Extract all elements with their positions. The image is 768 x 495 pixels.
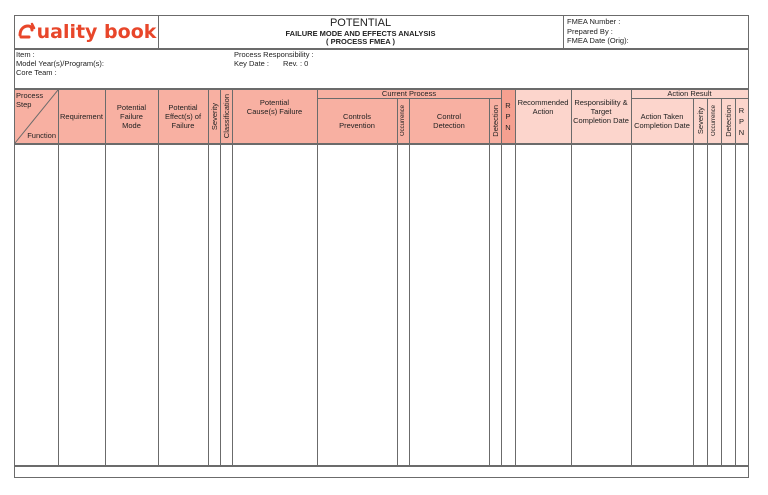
title-line-1: POTENTIAL	[329, 17, 392, 29]
title-line-2: FAILURE MODE AND EFFECTS ANALYSIS	[285, 29, 436, 38]
header-ar-occurrence: Occurrence	[710, 105, 717, 137]
prepared-by-label: Prepared By :	[567, 26, 613, 36]
header-responsibility: Responsibility & Target Completion Date	[573, 98, 629, 125]
fmea-number-label: FMEA Number :	[567, 17, 621, 26]
header-occurrence: Occurrence	[399, 105, 406, 137]
rev-label: Rev. : 0	[283, 59, 309, 68]
header-detection: Detection	[490, 105, 500, 137]
core-team-label: Core Team :	[16, 68, 57, 77]
header-requirement: Requirement	[60, 112, 103, 121]
process-responsibility-label: Process Responsibility :	[234, 50, 314, 59]
header-severity: Severity	[209, 102, 219, 131]
header-ar-severity: Severity	[695, 107, 705, 135]
function-label: Function	[27, 131, 56, 140]
title-line-3: ( PROCESS FMEA )	[326, 37, 395, 46]
header-rpn: R P N	[505, 101, 511, 132]
fmea-entry-area[interactable]	[15, 145, 748, 465]
model-year-label: Model Year(s)/Program(s):	[16, 59, 104, 68]
process-step-label: Process Step	[16, 91, 44, 109]
key-date-label: Key Date :	[234, 59, 270, 68]
header-failure-mode: Potential Failure Mode	[116, 103, 147, 130]
header-action-result: Action Result	[667, 89, 712, 98]
header-ar-rpn: R P N	[738, 105, 745, 137]
info-mid-block	[234, 50, 314, 68]
header-process-step-function	[15, 90, 58, 143]
fmea-info-block	[564, 17, 748, 48]
logo-text: uality book	[36, 21, 157, 43]
header-current-process: Current Process	[381, 89, 437, 98]
header-controls-prevention: Controls Prevention	[339, 112, 375, 130]
item-label: Item :	[16, 50, 35, 59]
header-effects: Potential Effect(s) of Failure	[164, 103, 202, 130]
header-action-taken: Action Taken Completion Date	[634, 112, 690, 130]
info-left-block	[16, 50, 104, 77]
footer-row	[15, 467, 748, 477]
header-recommended-action: Recommended Action	[517, 98, 569, 116]
header-control-detection: Control Detection	[433, 112, 465, 130]
logo-q-icon	[17, 22, 37, 40]
fmea-date-label: FMEA Date (Orig):	[567, 36, 629, 45]
header-ar-detection: Detection	[723, 105, 733, 137]
form-title	[158, 16, 563, 48]
header-cause: Potential Cause(s) Failure	[246, 98, 303, 116]
header-classification: Classification	[221, 94, 231, 139]
quality-book-logo	[15, 16, 158, 48]
